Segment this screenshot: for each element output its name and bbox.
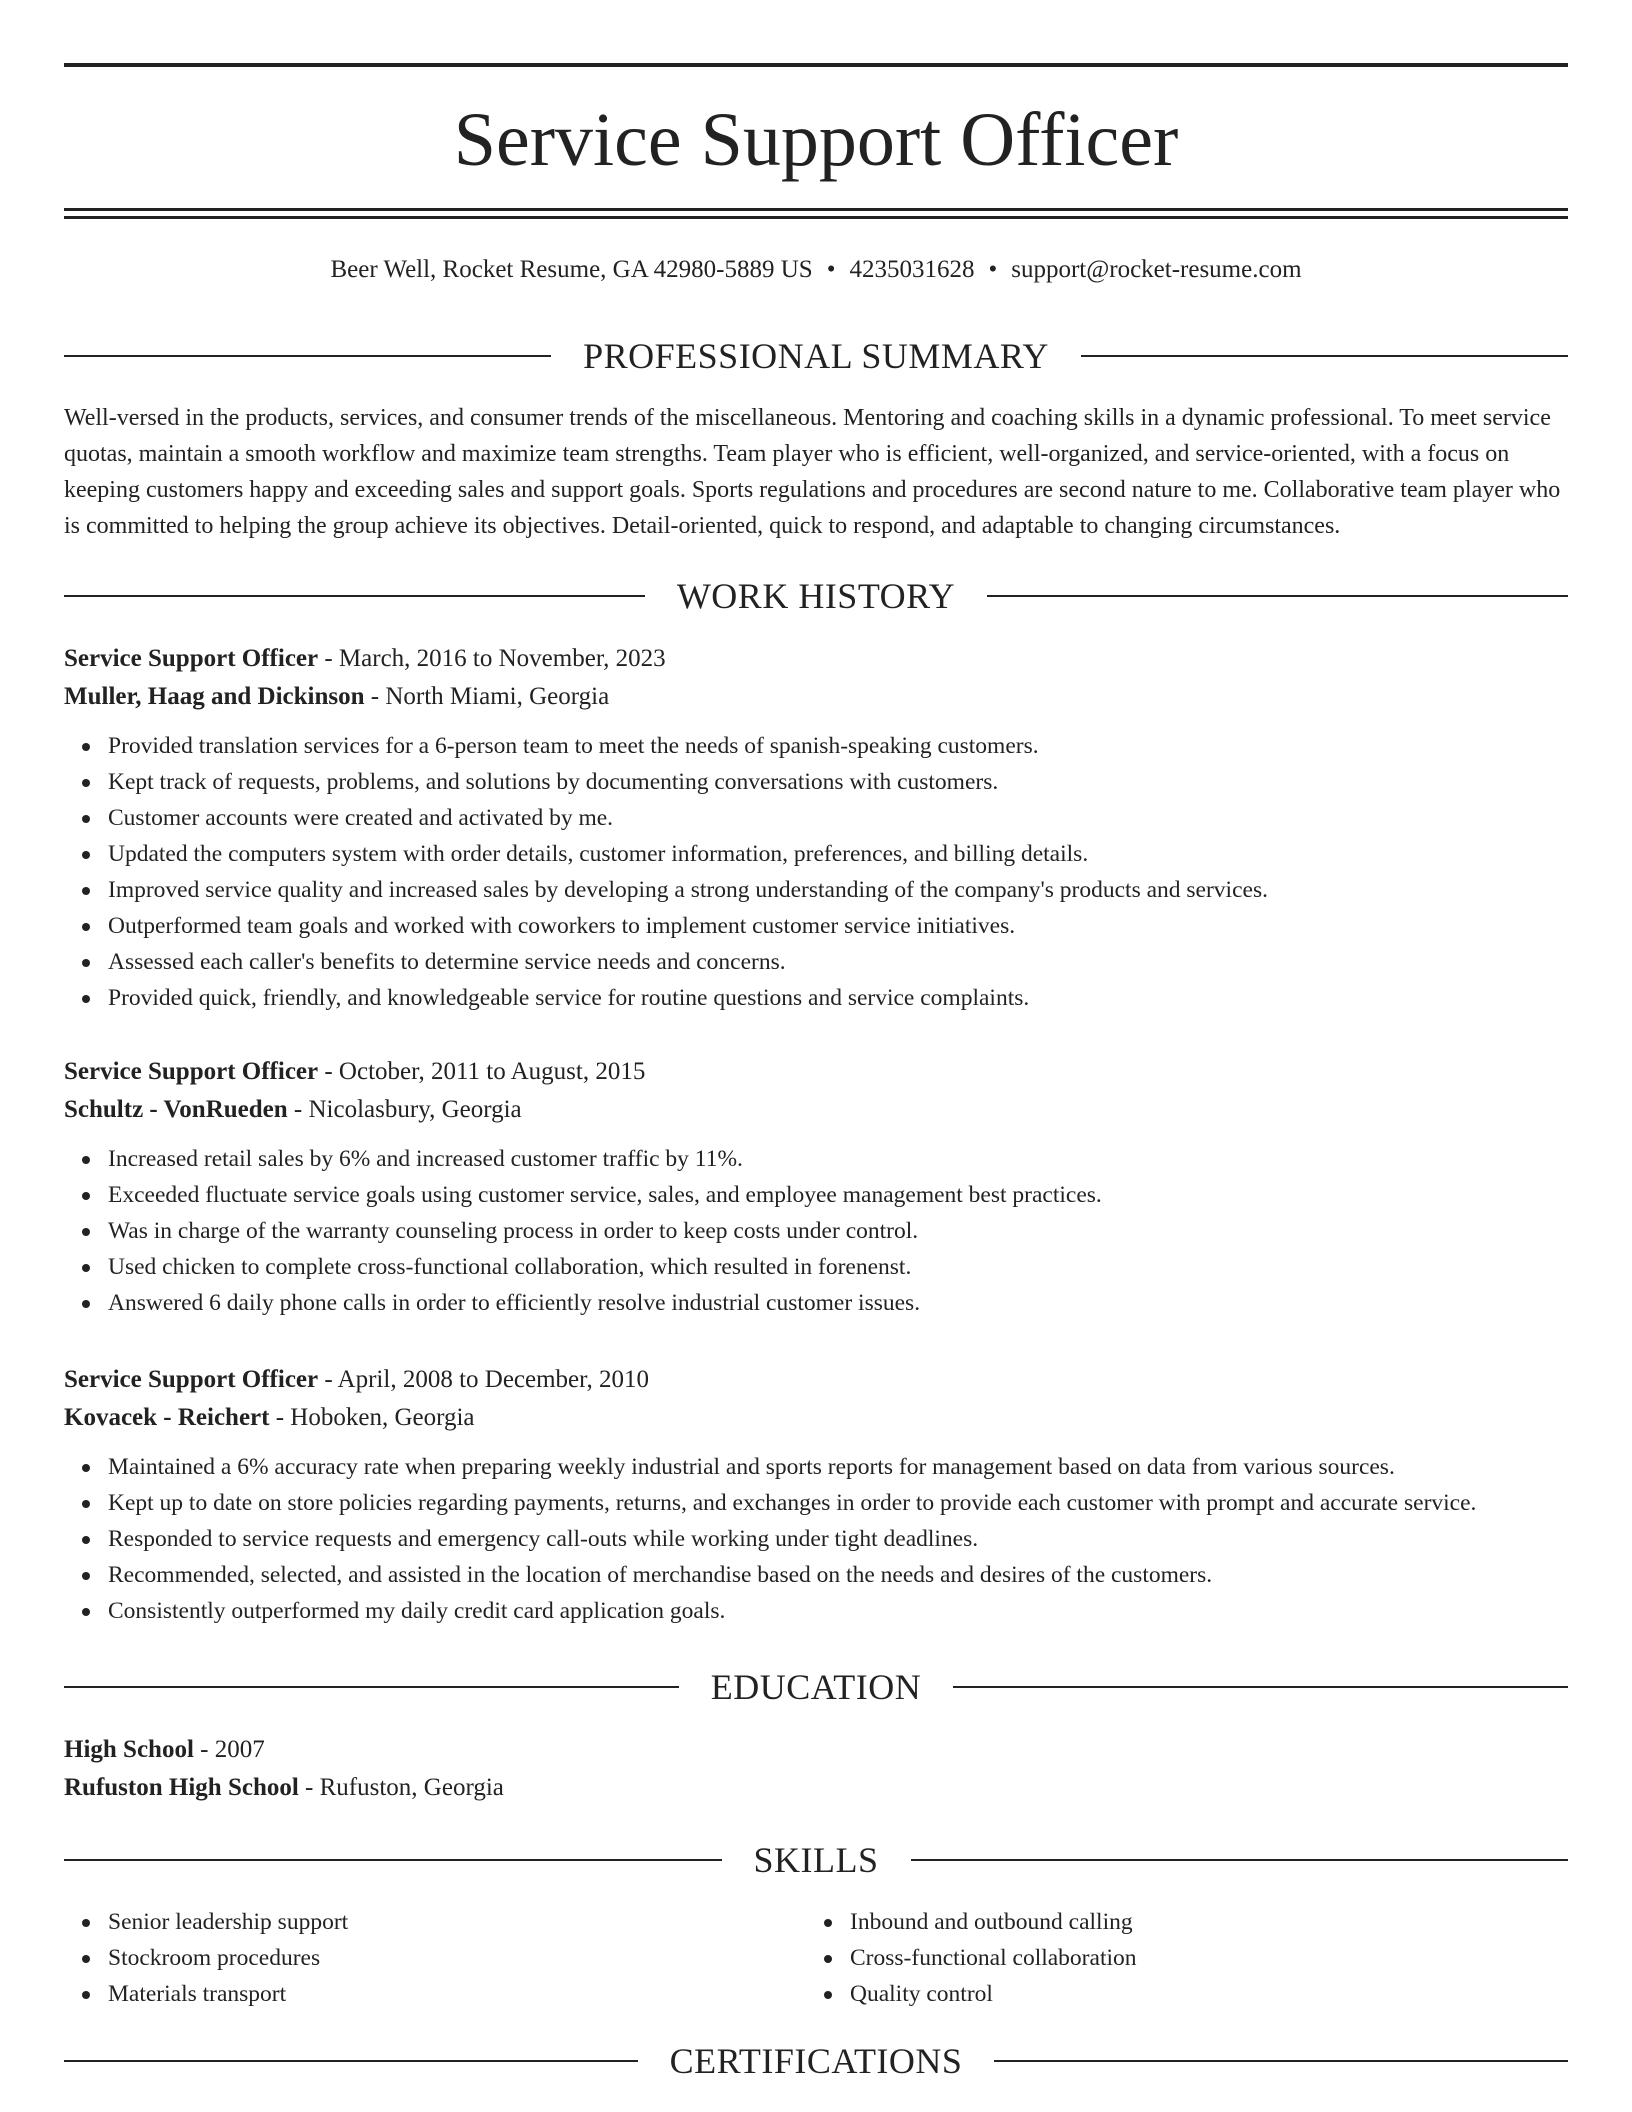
- job-dates: - October, 2011 to August, 2015: [318, 1058, 646, 1085]
- section-rule: [64, 2060, 638, 2062]
- contact-separator: •: [826, 256, 836, 283]
- section-title-skills: SKILLS: [753, 1840, 879, 1880]
- job-role: Service Support Officer: [64, 1058, 319, 1085]
- list-item: Responded to service requests and emergency call-outs while working under tight deadlines.: [108, 1521, 1568, 1557]
- skills-column-left: [64, 1904, 806, 2012]
- job-entry: [64, 1053, 1568, 1321]
- section-rule: [1081, 355, 1568, 357]
- section-header-skills: [64, 1838, 1568, 1882]
- list-item: Outperformed team goals and worked with coworkers to implement customer service initiatives.: [108, 908, 1568, 944]
- list-item: Inbound and outbound calling: [850, 1904, 1548, 1940]
- list-item: Cross-functional collaboration: [850, 1940, 1548, 1976]
- contact-line: [64, 254, 1568, 286]
- list-item: Increased retail sales by 6% and increased customer traffic by 11%.: [108, 1141, 1568, 1177]
- list-item: Improved service quality and increased sales by developing a strong understanding of the company's products and services.: [108, 872, 1568, 908]
- top-rule: [64, 63, 1568, 67]
- section-title-certifications: CERTIFICATIONS: [669, 2041, 963, 2081]
- education-degree-line: [64, 1731, 1568, 1769]
- education-location: - Rufuston, Georgia: [298, 1774, 504, 1801]
- list-item: Provided quick, friendly, and knowledgeable service for routine questions and service complaints.: [108, 980, 1568, 1016]
- section-header-summary: [64, 334, 1568, 378]
- list-item: Answered 6 daily phone calls in order to efficiently resolve industrial customer issues.: [108, 1285, 1568, 1321]
- job-company: Schultz - VonRueden: [64, 1096, 288, 1123]
- skills-list: [64, 1904, 1568, 2012]
- contact-address: Beer Well, Rocket Resume, GA 42980-5889 US: [330, 256, 813, 283]
- job-location: - Hoboken, Georgia: [269, 1404, 475, 1431]
- job-entry: [64, 640, 1568, 1016]
- job-company-line: [64, 678, 1568, 716]
- page-title: Service Support Officer: [453, 98, 1179, 182]
- job-location: - North Miami, Georgia: [364, 683, 610, 710]
- job-company: Muller, Haag and Dickinson: [64, 683, 365, 710]
- list-item: Stockroom procedures: [108, 1940, 806, 1976]
- job-entry: [64, 1361, 1568, 1629]
- job-bullets: [64, 728, 1568, 1016]
- title-rule-upper: [64, 208, 1568, 211]
- section-rule: [994, 2060, 1568, 2062]
- education-year: - 2007: [193, 1736, 265, 1763]
- section-header-certifications: [64, 2039, 1568, 2083]
- list-item: Kept up to date on store policies regarding payments, returns, and exchanges in order to provide each customer with prompt and accurate service.: [108, 1485, 1568, 1521]
- section-rule: [64, 595, 645, 597]
- section-header-work-history: [64, 574, 1568, 618]
- section-header-education: [64, 1665, 1568, 1709]
- section-title-work-history: WORK HISTORY: [676, 576, 956, 616]
- section-title-education: EDUCATION: [710, 1667, 922, 1707]
- title-rule-lower: [64, 216, 1568, 219]
- section-rule: [987, 595, 1568, 597]
- education-school: Rufuston High School: [64, 1774, 299, 1801]
- list-item: Materials transport: [108, 1976, 806, 2012]
- list-item: Maintained a 6% accuracy rate when preparing weekly industrial and sports reports for management based on data from various sources.: [108, 1449, 1568, 1485]
- job-role: Service Support Officer: [64, 645, 319, 672]
- job-title-line: [64, 640, 1568, 678]
- education-entry: [64, 1731, 1568, 1807]
- education-degree: High School: [64, 1736, 194, 1763]
- list-item: Provided translation services for a 6-person team to meet the needs of spanish-speaking customers.: [108, 728, 1568, 764]
- job-location: - Nicolasbury, Georgia: [287, 1096, 522, 1123]
- list-item: Used chicken to complete cross-functional collaboration, which resulted in forenenst.: [108, 1249, 1568, 1285]
- list-item: Quality control: [850, 1976, 1548, 2012]
- education-school-line: [64, 1769, 1568, 1807]
- list-item: Was in charge of the warranty counseling process in order to keep costs under control.: [108, 1213, 1568, 1249]
- summary-text: Well-versed in the products, services, and consumer trends of the miscellaneous. Mentoring and coaching skills in a dynamic professional. To meet service quotas, maintain a smooth workflow and maximize team strengths. Team player who is efficient, well-organized, and service-oriented, with a focus on keeping customers happy and exceeding sales and support goals. Sports regulations and procedures are second nature to me. Collaborative team player who is committed to helping the group achieve its objectives. Detail-oriented, quick to respond, and adaptable to changing circumstances.: [64, 405, 1561, 539]
- contact-separator: •: [988, 256, 998, 283]
- section-rule: [64, 1686, 679, 1688]
- section-rule: [953, 1686, 1568, 1688]
- list-item: Kept track of requests, problems, and solutions by documenting conversations with customers.: [108, 764, 1568, 800]
- list-item: Consistently outperformed my daily credit card application goals.: [108, 1593, 1568, 1629]
- list-item: Customer accounts were created and activated by me.: [108, 800, 1568, 836]
- job-company-line: [64, 1399, 1568, 1437]
- job-company-line: [64, 1091, 1568, 1129]
- section-title-summary: PROFESSIONAL SUMMARY: [583, 336, 1049, 376]
- job-title-line: [64, 1361, 1568, 1399]
- job-title-line: [64, 1053, 1568, 1091]
- job-role: Service Support Officer: [64, 1366, 319, 1393]
- job-company: Kovacek - Reichert: [64, 1404, 270, 1431]
- section-rule: [911, 1859, 1569, 1861]
- list-item: Updated the computers system with order details, customer information, preferences, and billing details.: [108, 836, 1568, 872]
- contact-email: support@rocket-resume.com: [1011, 256, 1302, 283]
- list-item: Assessed each caller's benefits to determine service needs and concerns.: [108, 944, 1568, 980]
- contact-phone: 4235031628: [849, 256, 975, 283]
- job-bullets: [64, 1449, 1568, 1629]
- skills-column-right: [806, 1904, 1548, 2012]
- job-bullets: [64, 1141, 1568, 1321]
- list-item: Senior leadership support: [108, 1904, 806, 1940]
- section-rule: [64, 1859, 722, 1861]
- list-item: Exceeded fluctuate service goals using customer service, sales, and employee management best practices.: [108, 1177, 1568, 1213]
- job-dates: - March, 2016 to November, 2023: [318, 645, 666, 672]
- section-rule: [64, 355, 551, 357]
- job-dates: - April, 2008 to December, 2010: [318, 1366, 649, 1393]
- list-item: Recommended, selected, and assisted in the location of merchandise based on the needs and desires of the customers.: [108, 1557, 1568, 1593]
